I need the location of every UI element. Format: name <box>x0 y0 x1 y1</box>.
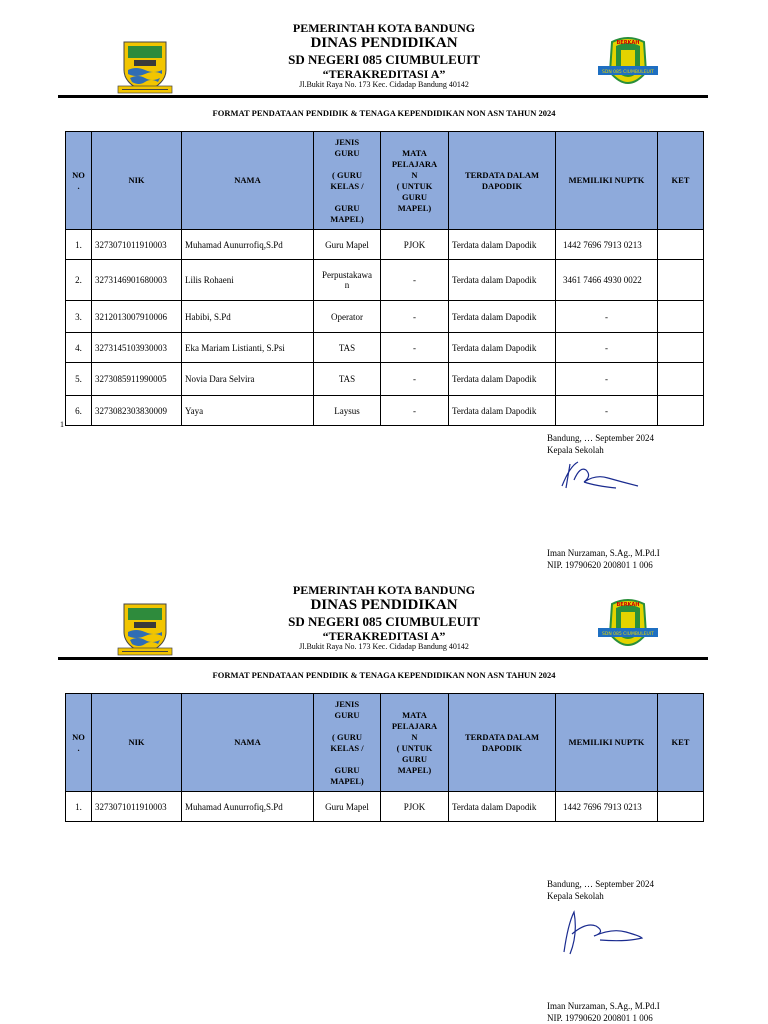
cell-ket <box>658 230 704 260</box>
cell-nuptk: 3461 7466 4930 0022 <box>556 260 658 301</box>
handwritten-signature-icon <box>556 904 646 958</box>
cell-nuptk: - <box>556 333 658 363</box>
cell-dapodik: Terdata dalam Dapodik <box>449 333 556 363</box>
cell-ket <box>658 396 704 426</box>
table-row <box>66 230 704 260</box>
document-title: FORMAT PENDATAAN PENDIDIK & TENAGA KEPENDIDIKAN NON ASN TAHUN 2024 <box>212 108 556 118</box>
table-row <box>66 333 704 363</box>
cell-nuptk: - <box>556 363 658 396</box>
accreditation: “TERAKREDITASI A” <box>322 67 446 81</box>
cell-nama: Novia Dara Selvira <box>182 363 314 396</box>
sign-place-date: Bandung, … September 2024 <box>547 879 654 889</box>
cell-mapel: PJOK <box>381 792 449 822</box>
cell-nama: Habibi, S.Pd <box>182 301 314 333</box>
svg-text:BERKAH: BERKAH <box>616 602 640 608</box>
cell-no: 2. <box>66 260 92 301</box>
table-row <box>66 301 704 333</box>
agency-name: DINAS PENDIDIKAN <box>310 597 458 613</box>
sign-place-date: Bandung, … September 2024 <box>547 433 654 443</box>
table-row <box>66 363 704 396</box>
cell-dapodik: Terdata dalam Dapodik <box>449 301 556 333</box>
cell-nuptk: 1442 7696 7913 0213 <box>556 792 658 822</box>
col-nik: NIK <box>92 694 182 792</box>
cell-mapel: - <box>381 363 449 396</box>
cell-mapel: - <box>381 396 449 426</box>
staff-table <box>65 693 704 822</box>
sign-nip: NIP. 19790620 200801 1 006 <box>547 1013 653 1023</box>
col-jenis-guru: JENIS GURU ( GURU KELAS / GURU MAPEL) <box>314 694 381 792</box>
sign-name: Iman Nurzaman, S.Ag., M.Pd.I <box>547 548 660 558</box>
cell-no: 1. <box>66 792 92 822</box>
cell-dapodik: Terdata dalam Dapodik <box>449 230 556 260</box>
col-no: NO . <box>66 694 92 792</box>
cell-nik: 3273085911990005 <box>92 363 182 396</box>
table-row <box>66 260 704 301</box>
cell-mapel: - <box>381 333 449 363</box>
table-row <box>66 396 704 426</box>
cell-dapodik: Terdata dalam Dapodik <box>449 792 556 822</box>
letterhead <box>0 0 768 100</box>
header-rule <box>58 657 708 660</box>
cell-jenis: Perpustakawa n <box>314 260 381 301</box>
page-number: 1 <box>60 420 64 429</box>
sign-name: Iman Nurzaman, S.Ag., M.Pd.I <box>547 1001 660 1011</box>
school-name: SD NEGERI 085 CIUMBULEUIT <box>288 52 480 67</box>
col-jenis-guru: JENIS GURU ( GURU KELAS / GURU MAPEL) <box>314 132 381 230</box>
col-mata-pelajaran: MATA PELAJARA N ( UNTUK GURU MAPEL) <box>381 132 449 230</box>
col-no: NO . <box>66 132 92 230</box>
svg-text:BERKAH: BERKAH <box>616 40 640 46</box>
cell-nama: Muhamad Aunurrofiq,S.Pd <box>182 792 314 822</box>
cell-ket <box>658 792 704 822</box>
cell-no: 4. <box>66 333 92 363</box>
cell-ket <box>658 333 704 363</box>
cell-nik: 3212013007910006 <box>92 301 182 333</box>
cell-jenis: Operator <box>314 301 381 333</box>
address: Jl.Bukit Raya No. 173 Kec. Cidadap Bandung 40142 <box>299 642 469 651</box>
cell-nik: 3273082303830009 <box>92 396 182 426</box>
cell-nik: 3273071011910003 <box>92 792 182 822</box>
cell-nuptk: 1442 7696 7913 0213 <box>556 230 658 260</box>
col-terdata-dapodik: TERDATA DALAM DAPODIK <box>449 132 556 230</box>
cell-nuptk: - <box>556 396 658 426</box>
cell-no: 1. <box>66 230 92 260</box>
cell-nama: Lilis Rohaeni <box>182 260 314 301</box>
page-2 <box>0 562 768 1024</box>
cell-no: 3. <box>66 301 92 333</box>
sign-position: Kepala Sekolah <box>547 445 604 455</box>
col-nama: NAMA <box>182 132 314 230</box>
col-mata-pelajaran: MATA PELAJARA N ( UNTUK GURU MAPEL) <box>381 694 449 792</box>
cell-nik: 3273071011910003 <box>92 230 182 260</box>
col-nama: NAMA <box>182 694 314 792</box>
agency-name: DINAS PENDIDIKAN <box>310 35 458 51</box>
gov-name: PEMERINTAH KOTA BANDUNG <box>292 583 476 597</box>
cell-jenis: Laysus <box>314 396 381 426</box>
cell-mapel: - <box>381 260 449 301</box>
cell-jenis: TAS <box>314 333 381 363</box>
staff-table <box>65 131 704 426</box>
cell-dapodik: Terdata dalam Dapodik <box>449 363 556 396</box>
svg-text:SDN 085 CIUMBULEUIT: SDN 085 CIUMBULEUIT <box>602 632 654 637</box>
sign-nip: NIP. 19790620 200801 1 006 <box>547 560 653 570</box>
cell-jenis: Guru Mapel <box>314 792 381 822</box>
col-terdata-dapodik: TERDATA DALAM DAPODIK <box>449 694 556 792</box>
cell-nama: Eka Mariam Listianti, S.Psi <box>182 333 314 363</box>
cell-nama: Yaya <box>182 396 314 426</box>
accreditation: “TERAKREDITASI A” <box>322 629 446 643</box>
col-ket: KET <box>658 694 704 792</box>
svg-text:SDN 085 CIUMBULEUIT: SDN 085 CIUMBULEUIT <box>602 70 654 75</box>
table-header-row <box>66 694 704 792</box>
header-rule <box>58 95 708 98</box>
address: Jl.Bukit Raya No. 173 Kec. Cidadap Bandung 40142 <box>299 80 469 89</box>
col-nik: NIK <box>92 132 182 230</box>
letterhead <box>0 562 768 662</box>
cell-nama: Muhamad Aunurrofiq,S.Pd <box>182 230 314 260</box>
table-row <box>66 792 704 822</box>
cell-no: 5. <box>66 363 92 396</box>
document-title: FORMAT PENDATAAN PENDIDIK & TENAGA KEPENDIDIKAN NON ASN TAHUN 2024 <box>212 670 556 680</box>
col-nuptk: MEMILIKI NUPTK <box>556 132 658 230</box>
cell-nik: 3273145103930003 <box>92 333 182 363</box>
cell-dapodik: Terdata dalam Dapodik <box>449 396 556 426</box>
cell-nuptk: - <box>556 301 658 333</box>
gov-name: PEMERINTAH KOTA BANDUNG <box>292 21 476 35</box>
cell-nik: 3273146901680003 <box>92 260 182 301</box>
cell-dapodik: Terdata dalam Dapodik <box>449 260 556 301</box>
col-nuptk: MEMILIKI NUPTK <box>556 694 658 792</box>
col-ket: KET <box>658 132 704 230</box>
cell-jenis: TAS <box>314 363 381 396</box>
cell-jenis: Guru Mapel <box>314 230 381 260</box>
cell-mapel: PJOK <box>381 230 449 260</box>
sign-position: Kepala Sekolah <box>547 891 604 901</box>
cell-ket <box>658 301 704 333</box>
cell-ket <box>658 260 704 301</box>
cell-no: 6. <box>66 396 92 426</box>
table-header-row <box>66 132 704 230</box>
school-name: SD NEGERI 085 CIUMBULEUIT <box>288 614 480 629</box>
handwritten-signature-icon <box>556 456 646 494</box>
cell-ket <box>658 363 704 396</box>
cell-mapel: - <box>381 301 449 333</box>
